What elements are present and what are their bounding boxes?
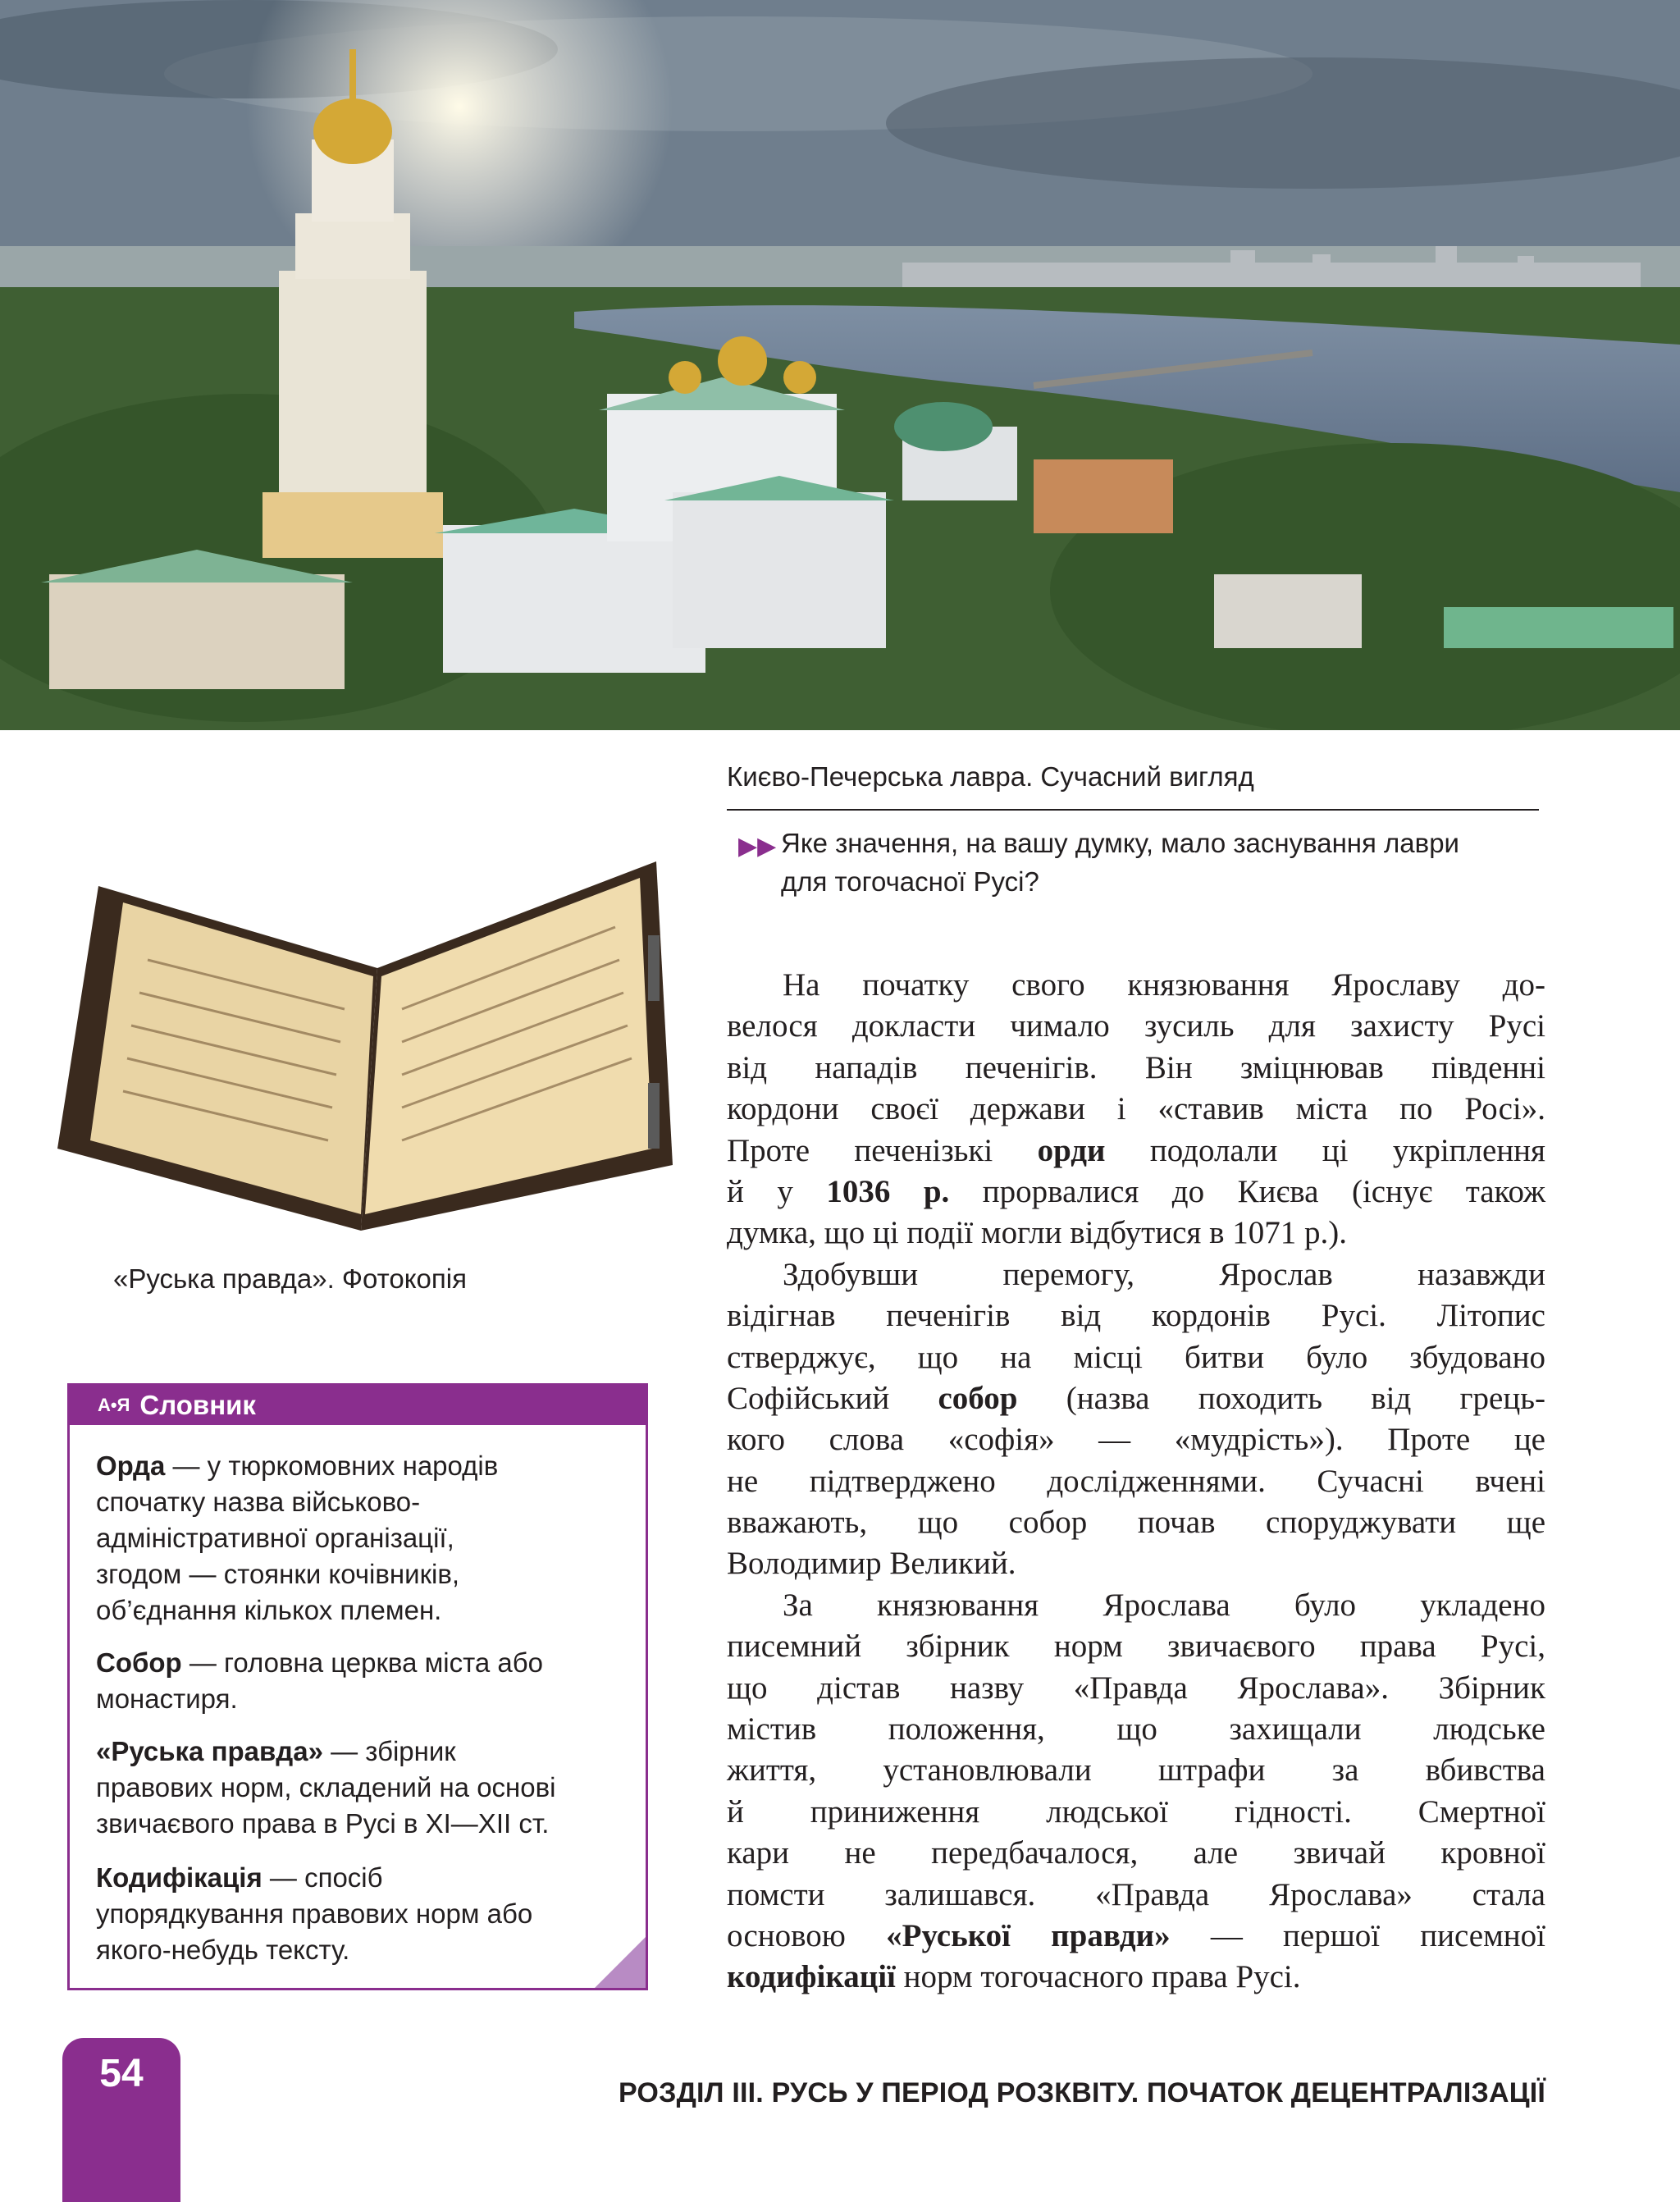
hero-photo-caption: Києво-Печерська лавра. Сучасний вигляд xyxy=(727,761,1254,792)
term-sobor: собор xyxy=(938,1380,1018,1416)
double-arrow-icon: ▶▶ xyxy=(738,833,777,860)
text-line: Володимир Великий. xyxy=(727,1546,1016,1582)
page-corner-icon xyxy=(595,1937,646,1988)
glossary-title: Словник xyxy=(139,1390,256,1420)
section-title: РОЗДІЛ ІІІ. РУСЬ У ПЕРІОД РОЗКВІТУ. ПОЧАТОК ДЕЦЕНТРАЛІЗАЦІЇ xyxy=(619,2077,1545,2108)
hero-photo-kyiv-pechersk-lavra xyxy=(0,0,1680,730)
glossary-term: Кодифікація xyxy=(96,1862,262,1893)
lavra-illustration xyxy=(0,0,1680,730)
term-orda: орди xyxy=(1037,1132,1106,1168)
text-line: помсти залишався. «Правда Ярослава» стала xyxy=(727,1876,1545,1912)
text-line: Софійський собор (назва походить від грець- xyxy=(727,1380,1546,1416)
text-line: стверджує, що на місці битви було збудовано xyxy=(727,1339,1545,1375)
text-line: Проте печенізькі орди подолали ці укріплення xyxy=(727,1132,1545,1168)
glossary-term: «Руська правда» xyxy=(96,1736,323,1766)
text-line: На початку свого князювання Ярославу до- xyxy=(783,967,1545,1003)
text-line: кодифікації норм тогочасного права Русі. xyxy=(727,1959,1301,1995)
text-line: Здобувши перемогу, Ярослав назавжди xyxy=(783,1256,1545,1292)
date-1036: 1036 р. xyxy=(826,1173,950,1209)
page-number: 54 xyxy=(99,2052,144,2095)
text-line: вважають, що собор почав споруджувати ще xyxy=(727,1505,1545,1541)
question-block xyxy=(738,824,1542,901)
text-line: кого слова «софія» — «мудрість»). Проте це xyxy=(727,1422,1545,1458)
text-line: не підтверджено дослідженнями. Сучасні вчені xyxy=(727,1463,1545,1499)
glossary-term: Собор xyxy=(96,1647,182,1678)
russka-pravda-book-photo xyxy=(49,837,673,1239)
main-text xyxy=(727,965,1545,1999)
term-kodyfikatsiia: кодифікації xyxy=(727,1959,896,1995)
glossary-entry-sobor: Собор — головна церква міста або монастиря. xyxy=(96,1647,543,1714)
text-line: думка, що ці події могли відбутися в 1071 р.). xyxy=(727,1215,1347,1251)
glossary-entry-orda: Орда — у тюркомовних народів спочатку назва військово- адміністративної організації, згодом — стоянки кочівників, об’єднання кількох племен. xyxy=(96,1450,499,1625)
text-line: що дістав назву «Правда Ярослава». Збірник xyxy=(727,1670,1545,1706)
glossary-term: Орда xyxy=(96,1450,166,1481)
text-line: За князювання Ярослава було укладено xyxy=(783,1587,1545,1623)
text-line: основою «Руської правди» — першої писемної xyxy=(727,1917,1545,1953)
glossary-box xyxy=(67,1383,648,1990)
text-line: й приниження людської гідності. Смертної xyxy=(727,1793,1545,1830)
caption-divider xyxy=(727,809,1539,811)
glossary-header xyxy=(70,1386,646,1425)
text-line: кордони своєї держави і «ставив міста по Росі». xyxy=(727,1091,1545,1127)
term-russka-pravda: «Руської правди» xyxy=(886,1917,1171,1953)
question-line-1: Яке значення, на вашу думку, мало заснування лаври xyxy=(781,828,1459,858)
text-line: життя, установлювали штрафи за вбивства xyxy=(727,1752,1545,1789)
text-line: велося докласти чимало зусиль для захисту Русі xyxy=(727,1008,1545,1044)
question-line-2: для тогочасної Русі? xyxy=(781,866,1039,897)
text-line: від нападів печенігів. Він зміцнював південні xyxy=(727,1049,1545,1085)
text-line: відігнав печенігів від кордонів Русі. Літопис xyxy=(727,1298,1545,1334)
text-line: кари не передбачалося, але звичай кровної xyxy=(727,1835,1545,1871)
glossary-entry-russka-pravda: «Руська правда» — збірник правових норм, складений на основі звичаєвого права в Русі в XI—XII ст. xyxy=(96,1736,556,1839)
text-line: містив положення, що захищали людське xyxy=(727,1711,1545,1747)
glossary-entry-kodyfikatsiia: Кодифікація — спосіб упорядкування правових норм або якого-небудь тексту. xyxy=(96,1862,533,1965)
text-line: й у 1036 р. прорвалися до Києва (існує також xyxy=(727,1173,1545,1209)
dictionary-icon: А•Я xyxy=(98,1395,130,1415)
book-photo-caption: «Руська правда». Фотокопія xyxy=(113,1263,467,1294)
text-line: писемний збірник норм звичаєвого права Русі, xyxy=(727,1629,1545,1665)
